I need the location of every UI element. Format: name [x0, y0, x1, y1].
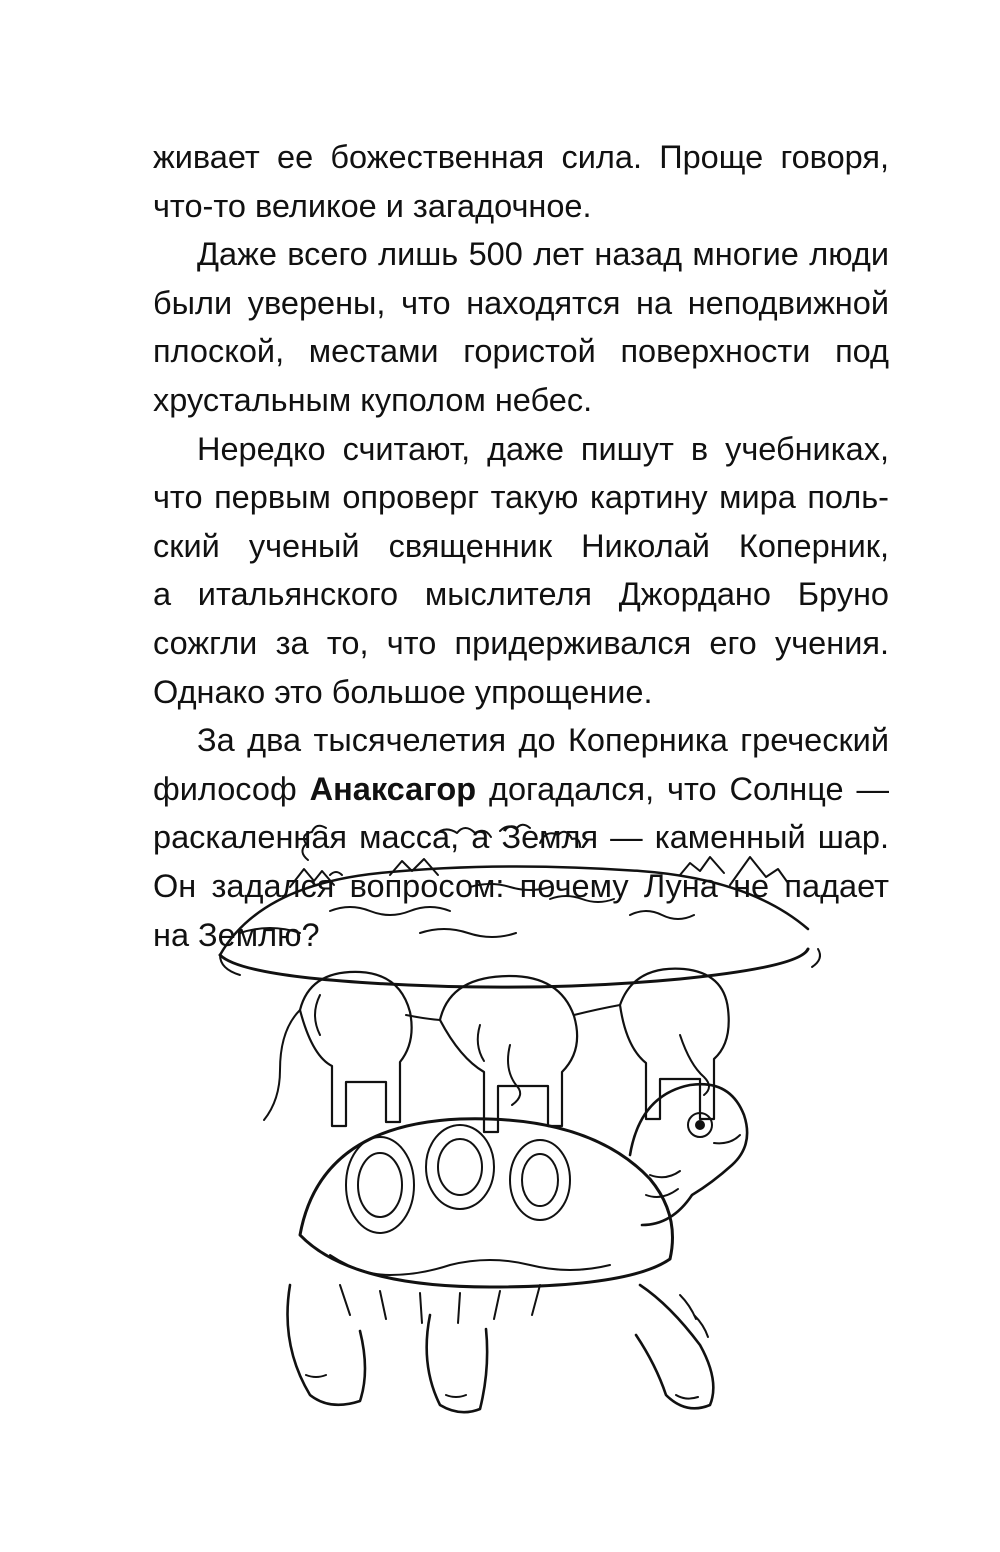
text-line: что первым опроверг такую картину мира поль- — [153, 479, 889, 516]
text-line: живает ее божественная сила. Проще говоря, — [153, 139, 889, 175]
text-line: хрустальным куполом небес. — [153, 381, 593, 418]
text-line: плоской, местами гористой поверхности под — [153, 333, 889, 370]
text-line: Даже всего лишь 500 лет назад многие люди — [197, 236, 889, 273]
bold-name-anaxagoras: Анаксагор — [309, 770, 477, 807]
text-run: раскаленная масса, а Земля — каменный шар. — [153, 819, 889, 856]
text-run: За два тысячелетия до Коперника греческий — [197, 722, 889, 759]
text-line — [153, 765, 889, 814]
text-line: сожгли за то, что придерживался его учения. — [153, 624, 889, 661]
text-line: ский ученый священник Николай Коперник, — [153, 527, 889, 564]
text-line: были уверены, что находятся на неподвижной — [153, 284, 889, 321]
paragraph-3 — [153, 425, 889, 717]
text-run: Он задался вопросом: почему Луна не падает — [153, 867, 889, 904]
paragraph-1 — [153, 133, 889, 230]
flat-earth-on-elephants-and-turtle-icon — [210, 815, 830, 1435]
text-line — [153, 716, 889, 765]
text-run: на Землю? — [153, 916, 320, 953]
paragraph-2 — [153, 230, 889, 424]
text-run: философ — [153, 770, 310, 807]
text-line: Нередко считают, даже пишут в учебниках, — [197, 430, 889, 467]
text-line: Однако это большое упрощение. — [153, 673, 653, 710]
text-line: а итальянского мыслителя Джордано Бруно — [153, 576, 889, 613]
illustration-svg — [210, 815, 830, 1435]
text-run: догадался, что Солнце — — [476, 770, 889, 807]
text-line: что-то великое и загадочное. — [153, 187, 592, 224]
